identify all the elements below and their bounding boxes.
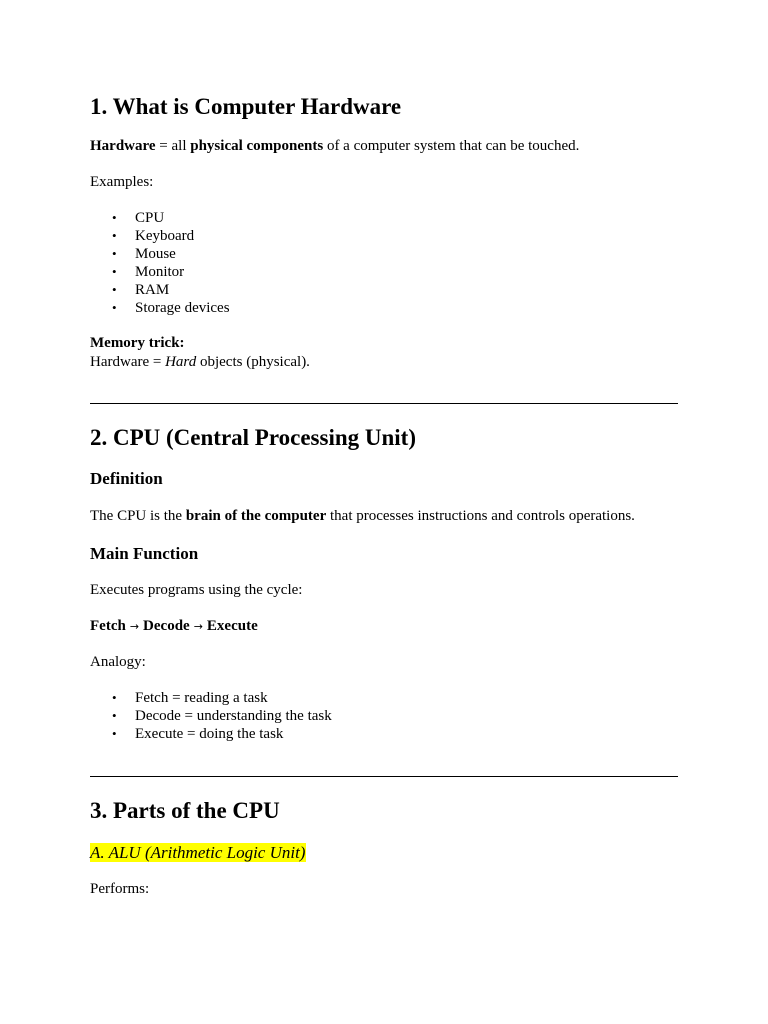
section-3-heading: 3. Parts of the CPU (90, 798, 280, 823)
list-item (90, 209, 230, 227)
list-item (90, 725, 332, 743)
list-item (90, 299, 230, 317)
list-item (90, 707, 332, 725)
arrow-right-icon: → (193, 620, 203, 633)
list-item (90, 689, 332, 707)
bullet-icon: • (112, 228, 117, 243)
bullet-icon: • (112, 282, 117, 297)
cpu-definition-emphasis: brain of the computer (185, 508, 327, 524)
list-item-text: Mouse (135, 246, 176, 262)
list-item (90, 245, 230, 263)
hardware-definition (90, 137, 579, 156)
list-item-text: Monitor (135, 264, 185, 280)
analogy-list (90, 689, 332, 743)
cpu-definition-prefix: The CPU is the (90, 508, 186, 524)
list-item-text: RAM (135, 282, 170, 298)
list-item-text: CPU (135, 210, 165, 226)
cycle-step-fetch: Fetch (90, 618, 126, 634)
list-item-text: Storage devices (135, 300, 230, 316)
section-divider (90, 776, 678, 777)
arrow-right-icon: → (129, 620, 140, 633)
trick-suffix: objects (physical). (196, 354, 310, 370)
list-item-text: Fetch = reading a task (135, 690, 268, 706)
bullet-icon: • (112, 726, 117, 741)
bullet-icon: • (112, 690, 117, 705)
function-text: Executes programs using the cycle: (90, 582, 303, 598)
cycle-step-decode: Decode (143, 618, 190, 634)
analogy-label: Analogy: (90, 654, 146, 670)
cycle-step-execute: Execute (206, 618, 258, 634)
section-1-heading: 1. What is Computer Hardware (90, 94, 402, 119)
memory-trick-text (90, 353, 310, 372)
definition-tail: of a computer system that can be touched. (323, 138, 580, 154)
bullet-icon: • (112, 246, 117, 261)
hardware-term: Hardware (90, 138, 156, 154)
memory-trick-title: Memory trick: (90, 335, 185, 351)
bullet-icon: • (112, 264, 117, 279)
memory-trick-label (90, 334, 185, 353)
performs-label: Performs: (90, 881, 150, 897)
list-item (90, 281, 230, 299)
alu-heading (90, 842, 306, 864)
trick-emphasis: Hard (165, 354, 197, 370)
cpu-definition-suffix: that processes instructions and controls operations. (326, 508, 635, 524)
examples-list (90, 209, 230, 317)
bullet-icon: • (112, 210, 117, 225)
list-item-text: Decode = understanding the task (135, 708, 332, 724)
section-2-heading: 2. CPU (Central Processing Unit) (90, 425, 416, 450)
definition-heading: Definition (90, 469, 163, 488)
list-item-text: Keyboard (135, 228, 195, 244)
definition-text: = all (155, 138, 191, 154)
fetch-decode-execute-cycle (90, 617, 258, 636)
list-item (90, 227, 230, 245)
section-divider (90, 403, 678, 404)
bullet-icon: • (112, 300, 117, 315)
physical-components-term: physical components (190, 138, 324, 154)
cpu-definition (90, 507, 635, 526)
trick-prefix: Hardware = (90, 354, 166, 370)
list-item (90, 263, 230, 281)
bullet-icon: • (112, 708, 117, 723)
list-item-text: Execute = doing the task (135, 726, 284, 742)
main-function-heading: Main Function (90, 544, 199, 563)
examples-label: Examples: (90, 174, 154, 190)
highlighted-alu-heading: A. ALU (Arithmetic Logic Unit) (90, 843, 306, 862)
